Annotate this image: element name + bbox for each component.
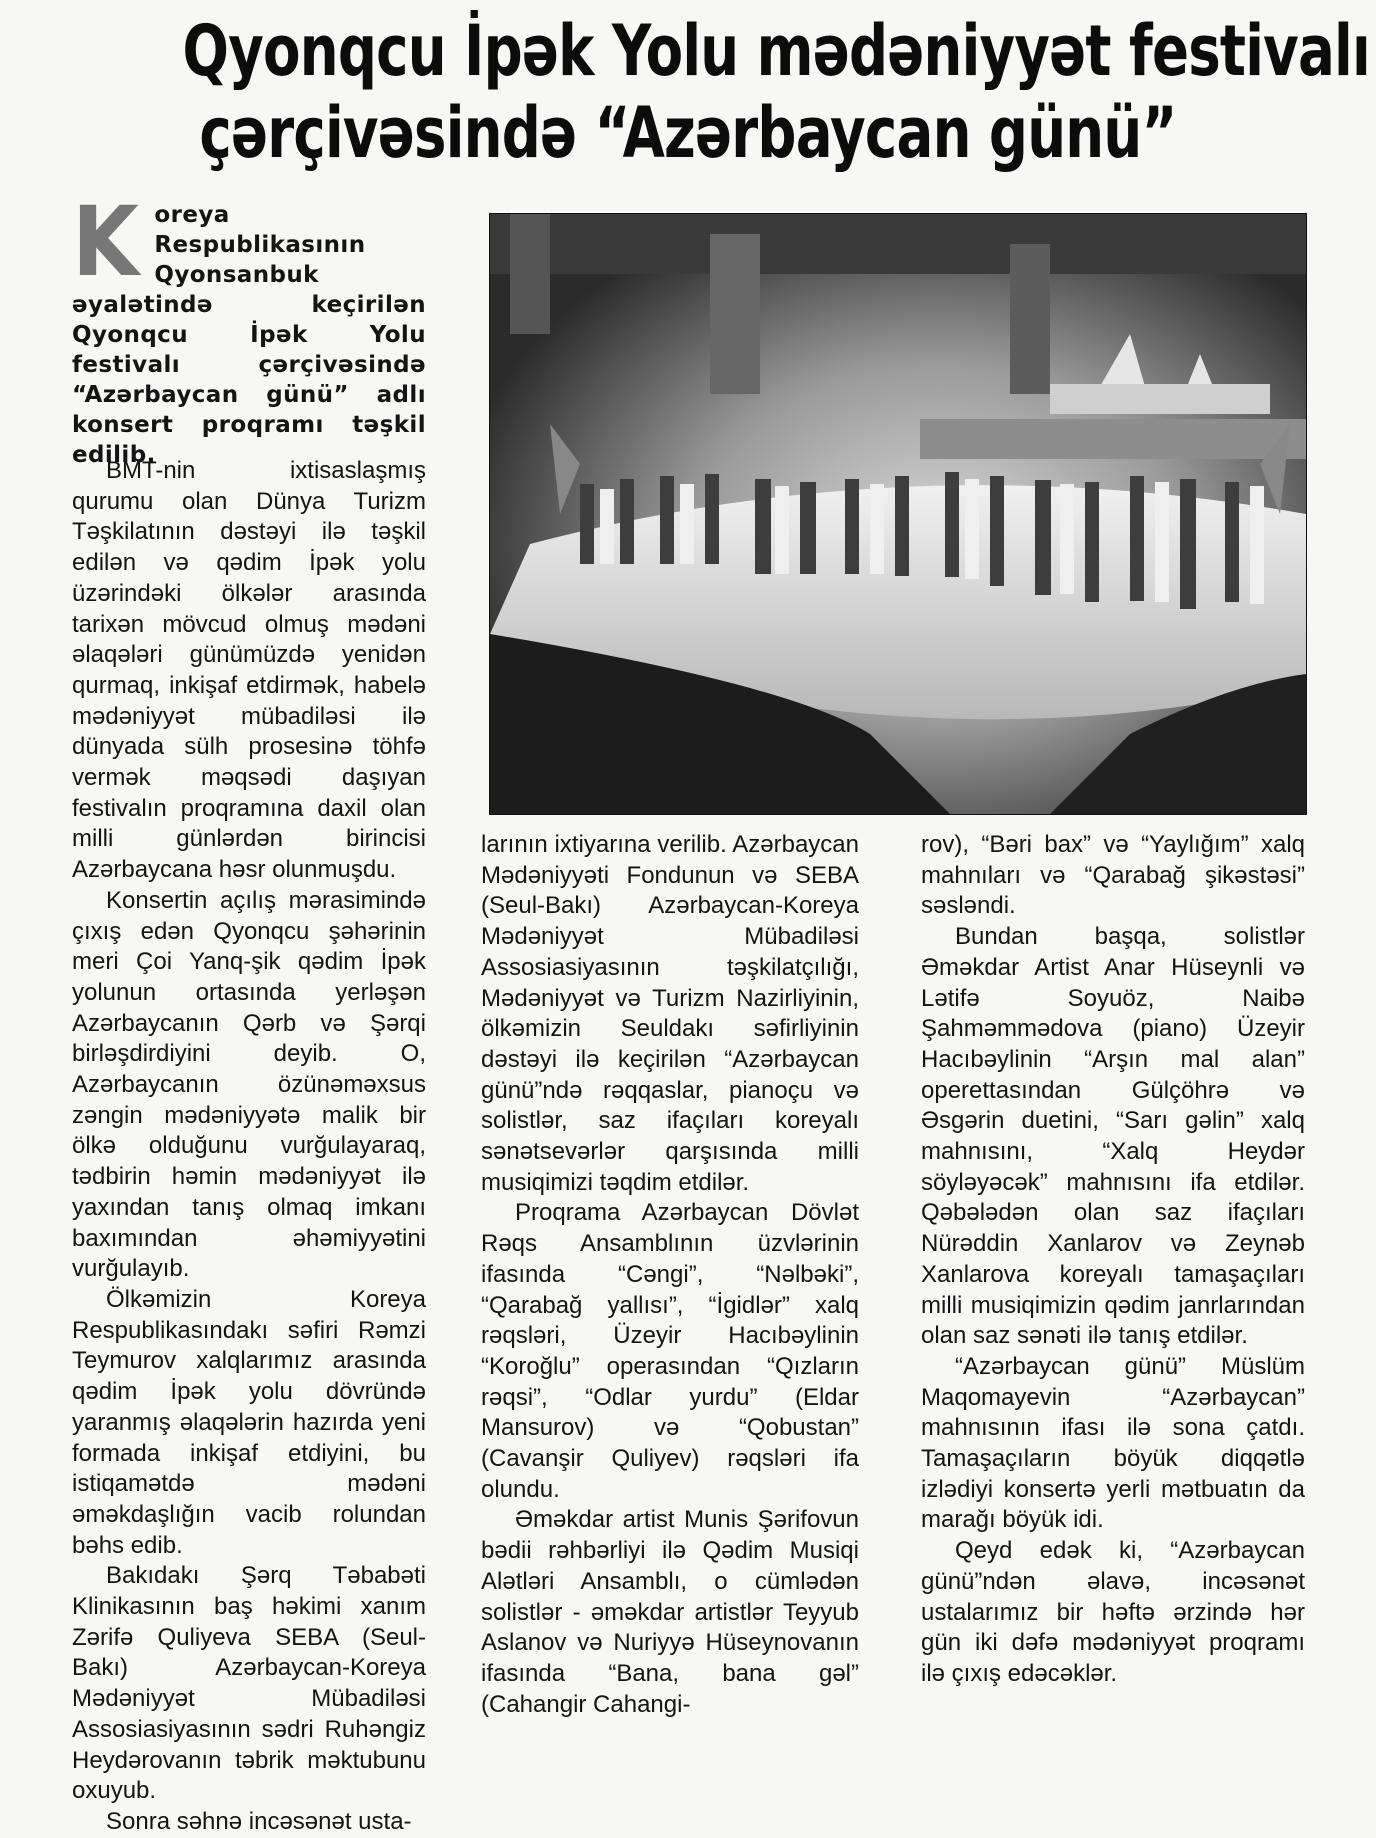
lead-paragraph: [72, 186, 426, 470]
concert-stage-photo: [489, 213, 1307, 815]
col2-paragraph-1: larının ixtiyarına verilib. Azərbaycan Mədəniyyəti Fondunun və SEBA (Seul-Bakı) Azərbaycan-Koreya Mədəniyyət Mübadiləsi Assosiasiyasının təşkilatçılığı, Mədəniyyət və Turizm Nazirliyinin, ölkəmizin Seuldakı səfirliyinin dəstəyi ilə keçirilən “Azərbaycan günü”ndə rəqqaslar, pianoçu və solistlər, saz ifaçıları koreyalı sənətsevərlər qarşısında milli musiqimizi təqdim etdilər.: [481, 831, 859, 1196]
col1-paragraph-5: Sonra səhnə incəsənət usta-: [106, 1807, 412, 1835]
drop-cap: K: [72, 186, 139, 298]
col3-paragraph-1: rov), “Bəri bax” və “Yaylığım” xalq mahnıları və “Qarabağ şikəstəsi” səsləndi.: [921, 831, 1305, 920]
headline-line-2: çərçivəsində “Azərbaycan günü”: [199, 92, 1177, 174]
article-column-1: [72, 456, 426, 1838]
col3-paragraph-2: Bundan başqa, solistlər Əməkdar Artist Anar Hüseynli və Lətifə Soyuöz, Naibə Şahməmmədova (piano) Üzeyir Hacıbəylinin “Arşın mal alan” operettasından Gülçöhrə və Əsgərin duetini, “Sarı gəlin” xalq mahnısını, “Xalq Heydər söyləyəcək” mahnısını ifa etdilər. Qəbələdən olan saz ifaçıları Nürəddin Xanlarov və Zeynəb Xanlarova koreyalı tamaşaçıları milli musiqimizin qədim janrlarından olan saz sənəti ilə tanış etdilər.: [921, 923, 1305, 1350]
stage-photo-image: [490, 214, 1306, 814]
col2-paragraph-2: Proqrama Azərbaycan Dövlət Rəqs Ansamblının üzvlərinin ifasında “Cəngi”, “Nəlbəki”, “Qarabağ yallısı”, “İgidlər” xalq rəqsləri, Üzeyir Hacıbəylinin “Koroğlu” operasından “Qızların rəqsi”, “Odlar yurdu” (Eldar Mansurov) və “Qobustan” (Cavanşir Quliyev) rəqsləri ifa olundu.: [481, 1199, 859, 1503]
col1-paragraph-1: BMT-nin ixtisaslaşmış qurumu olan Dünya Turizm Təşkilatının dəstəyi ilə təşkil edilən və qədim İpək yolu üzərindəki ölkələr arasında tarixən mövcud olmuş mədəni əlaqələri günümüzdə yenidən qurmaq, inkişaf etdirmək, habelə mədəniyyət mübadiləsi ilə dünyada sülh prosesinə töhfə vermək məqsədi daşıyan festivalın proqramına daxil olan milli günlərdən birincisi Azərbaycana həsr olunmuşdu.: [72, 457, 426, 884]
col1-paragraph-2: Konsertin açılış mərasimində çıxış edən Qyonqcu şəhərinin meri Çoi Yanq-şik qədim İpək yolunun ortasında yerləşən Azərbaycanın Qərb və Şərqi birləşdirdiyini deyib. O, Azərbaycanın özünəməxsus zəngin mədəniyyətə malik bir ölkə olduğunu vurğulayaraq, tədbirin həmin mədəniyyət ilə yaxından tanış olmaq imkanı baxımından əhəmiyyətini vurğulayıb.: [72, 886, 426, 1283]
col3-paragraph-4: Qeyd edək ki, “Azərbaycan günü”ndən əlavə, incəsənət ustalarımız bir həftə ərzində hər gün iki dəfə mədəniyyət proqramı ilə çıxış edəcəklər.: [921, 1537, 1305, 1687]
headline-line-1: Qyonqcu İpək Yolu mədəniyyət festivalı: [182, 10, 1370, 92]
col2-paragraph-3: Əməkdar artist Munis Şərifovun bədii rəhbərliyi ilə Qədim Musiqi Alətləri Ansamblı, o cümlədən solistlər - əməkdar artistlər Teyyub Aslanov və Nuriyyə Hüseynovanın ifasında “Bana, bana gəl” (Cahangir Cahangi-: [481, 1506, 859, 1718]
lead-text: oreya Respublikasının Qyonsanbuk əyalətində keçirilən Qyonqcu İpək Yolu festivalı çərçivəsində “Azərbaycan günü” adlı konsert proqramı təşkil edilib.: [72, 202, 426, 468]
col1-paragraph-3: Ölkəmizin Koreya Respublikasındakı səfiri Rəmzi Teymurov xalqlarımız arasında qədim İpək yolu dövründə yaranmış əlaqələrin hazırda yeni formada inkişaf etdiyini, bu istiqamətdə mədəni əməkdaşlığın vacib rolundan bəhs edib.: [72, 1285, 426, 1559]
article-column-3: [921, 830, 1305, 1690]
headline: [182, 10, 1370, 174]
col1-paragraph-4: Bakıdakı Şərq Təbabəti Klinikasının baş həkimi xanım Zərifə Quliyeva SEBA (Seul-Bakı) Azərbaycan-Koreya Mədəniyyət Mübadiləsi Assosiasiyasının sədri Ruhəngiz Heydərovanın təbrik məktubunu oxuyub.: [72, 1562, 426, 1805]
article-column-2: [481, 830, 859, 1720]
col3-paragraph-3: “Azərbaycan günü” Müslüm Maqomayevin “Azərbaycan” mahnısının ifası ilə sona çatdı. Tamaşaçıların böyük diqqətlə izlədiyi konsertə yerli mətbuatın da marağı böyük idi.: [921, 1352, 1305, 1534]
